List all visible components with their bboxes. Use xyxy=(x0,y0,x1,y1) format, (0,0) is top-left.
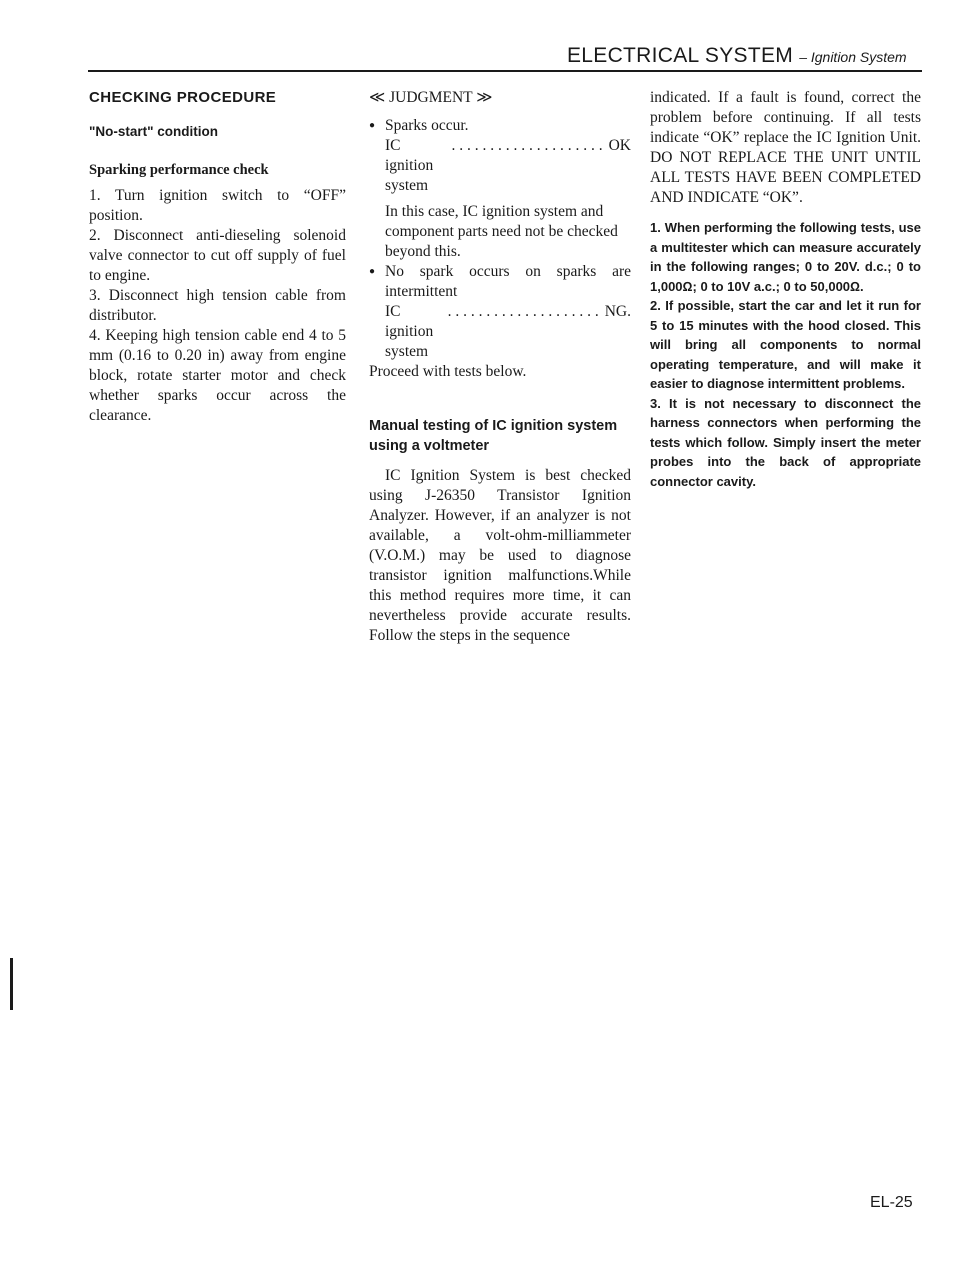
test-notes xyxy=(650,218,921,491)
column-right xyxy=(650,88,921,491)
step-4: 4. Keeping high tension cable end 4 to 5 mm (0.16 to 0.20 in) away from engine block, rotate starter motor and check whether sparks occur across the clearance. xyxy=(89,327,346,424)
leader-dots: . . . . . . . . . . . . . . . . . . . . xyxy=(451,137,603,154)
header-title: ELECTRICAL SYSTEM xyxy=(567,44,794,67)
result-value: OK xyxy=(608,137,631,154)
intro-paragraph: indicated. If a fault is found, correct the problem before continuing. If all tests indicate “OK” replace the IC Ignition Unit. DO NOT REPLACE THE UNIT UNTIL ALL TESTS HAVE BEEN COMPLETED AND INDICATE “OK”. xyxy=(650,89,921,206)
bullet-no-spark: ● No spark occurs on sparks are intermittent xyxy=(369,262,631,302)
subsection-heading: "No-start" condition xyxy=(89,124,219,139)
judgment-heading: ≪ JUDGMENT ≫ xyxy=(369,89,493,106)
result-label: IC ignition system xyxy=(385,137,434,194)
judgment-paragraph: In this case, IC ignition system and component parts need not be checked beyond this. xyxy=(385,203,618,260)
bullet-sparks-occur: ● Sparks occur. xyxy=(369,116,631,136)
note-2: 2. If possible, start the car and let it run for 5 to 15 minutes with the hood closed. This will bring all components to normal operating temperature, and will make it easier to diagnose intermittent problems. xyxy=(650,298,921,391)
result-line-ng xyxy=(369,302,631,362)
proceed-text: Proceed with tests below. xyxy=(369,363,527,380)
result-line-ok xyxy=(369,136,631,196)
step-3: 3. Disconnect high tension cable from distributor. xyxy=(89,287,346,324)
result-value: NG. xyxy=(604,303,631,320)
result-label: IC ignition system xyxy=(385,303,434,360)
column-left xyxy=(89,88,346,426)
step-2: 2. Disconnect anti-dieseling solenoid valve connector to cut off supply of fuel to engine. xyxy=(89,227,346,284)
page-header xyxy=(567,44,907,68)
manual-testing-heading: Manual testing of IC ignition system using a voltmeter xyxy=(369,418,618,454)
header-subtitle: – Ignition System xyxy=(799,49,907,65)
leader-dots: . . . . . . . . . . . . . . . . . . . . xyxy=(447,303,599,320)
column-middle xyxy=(369,88,631,646)
note-3: 3. It is not necessary to disconnect the harness connectors when performing the tests which follow. Simply insert the meter probes into the back of appropriate connector cavity. xyxy=(650,395,921,489)
step-1: 1. Turn ignition switch to “OFF” position. xyxy=(89,187,346,224)
margin-mark xyxy=(10,958,13,1010)
page-number: EL-25 xyxy=(870,1194,913,1211)
check-heading: Sparking performance check xyxy=(89,162,269,178)
manual-testing-body: IC Ignition System is best checked using J-26350 Transistor Ignition Analyzer. However, if an analyzer is not available, a volt-ohm-milliammeter (V.O.M.) may be used to diagnose transistor ignition malfunctions.While this method requires more time, it can nevertheless provide accurate results. Follow the steps in the sequence xyxy=(369,467,631,644)
section-heading: CHECKING PROCEDURE xyxy=(89,89,277,106)
header-rule xyxy=(88,70,922,72)
note-1: 1. When performing the following tests, use a multitester which can measure accurately in the following ranges; 0 to 20V. d.c.; 0 to 1,000Ω; 0 to 10V a.c.; 0 to 50,000Ω. xyxy=(650,220,921,294)
